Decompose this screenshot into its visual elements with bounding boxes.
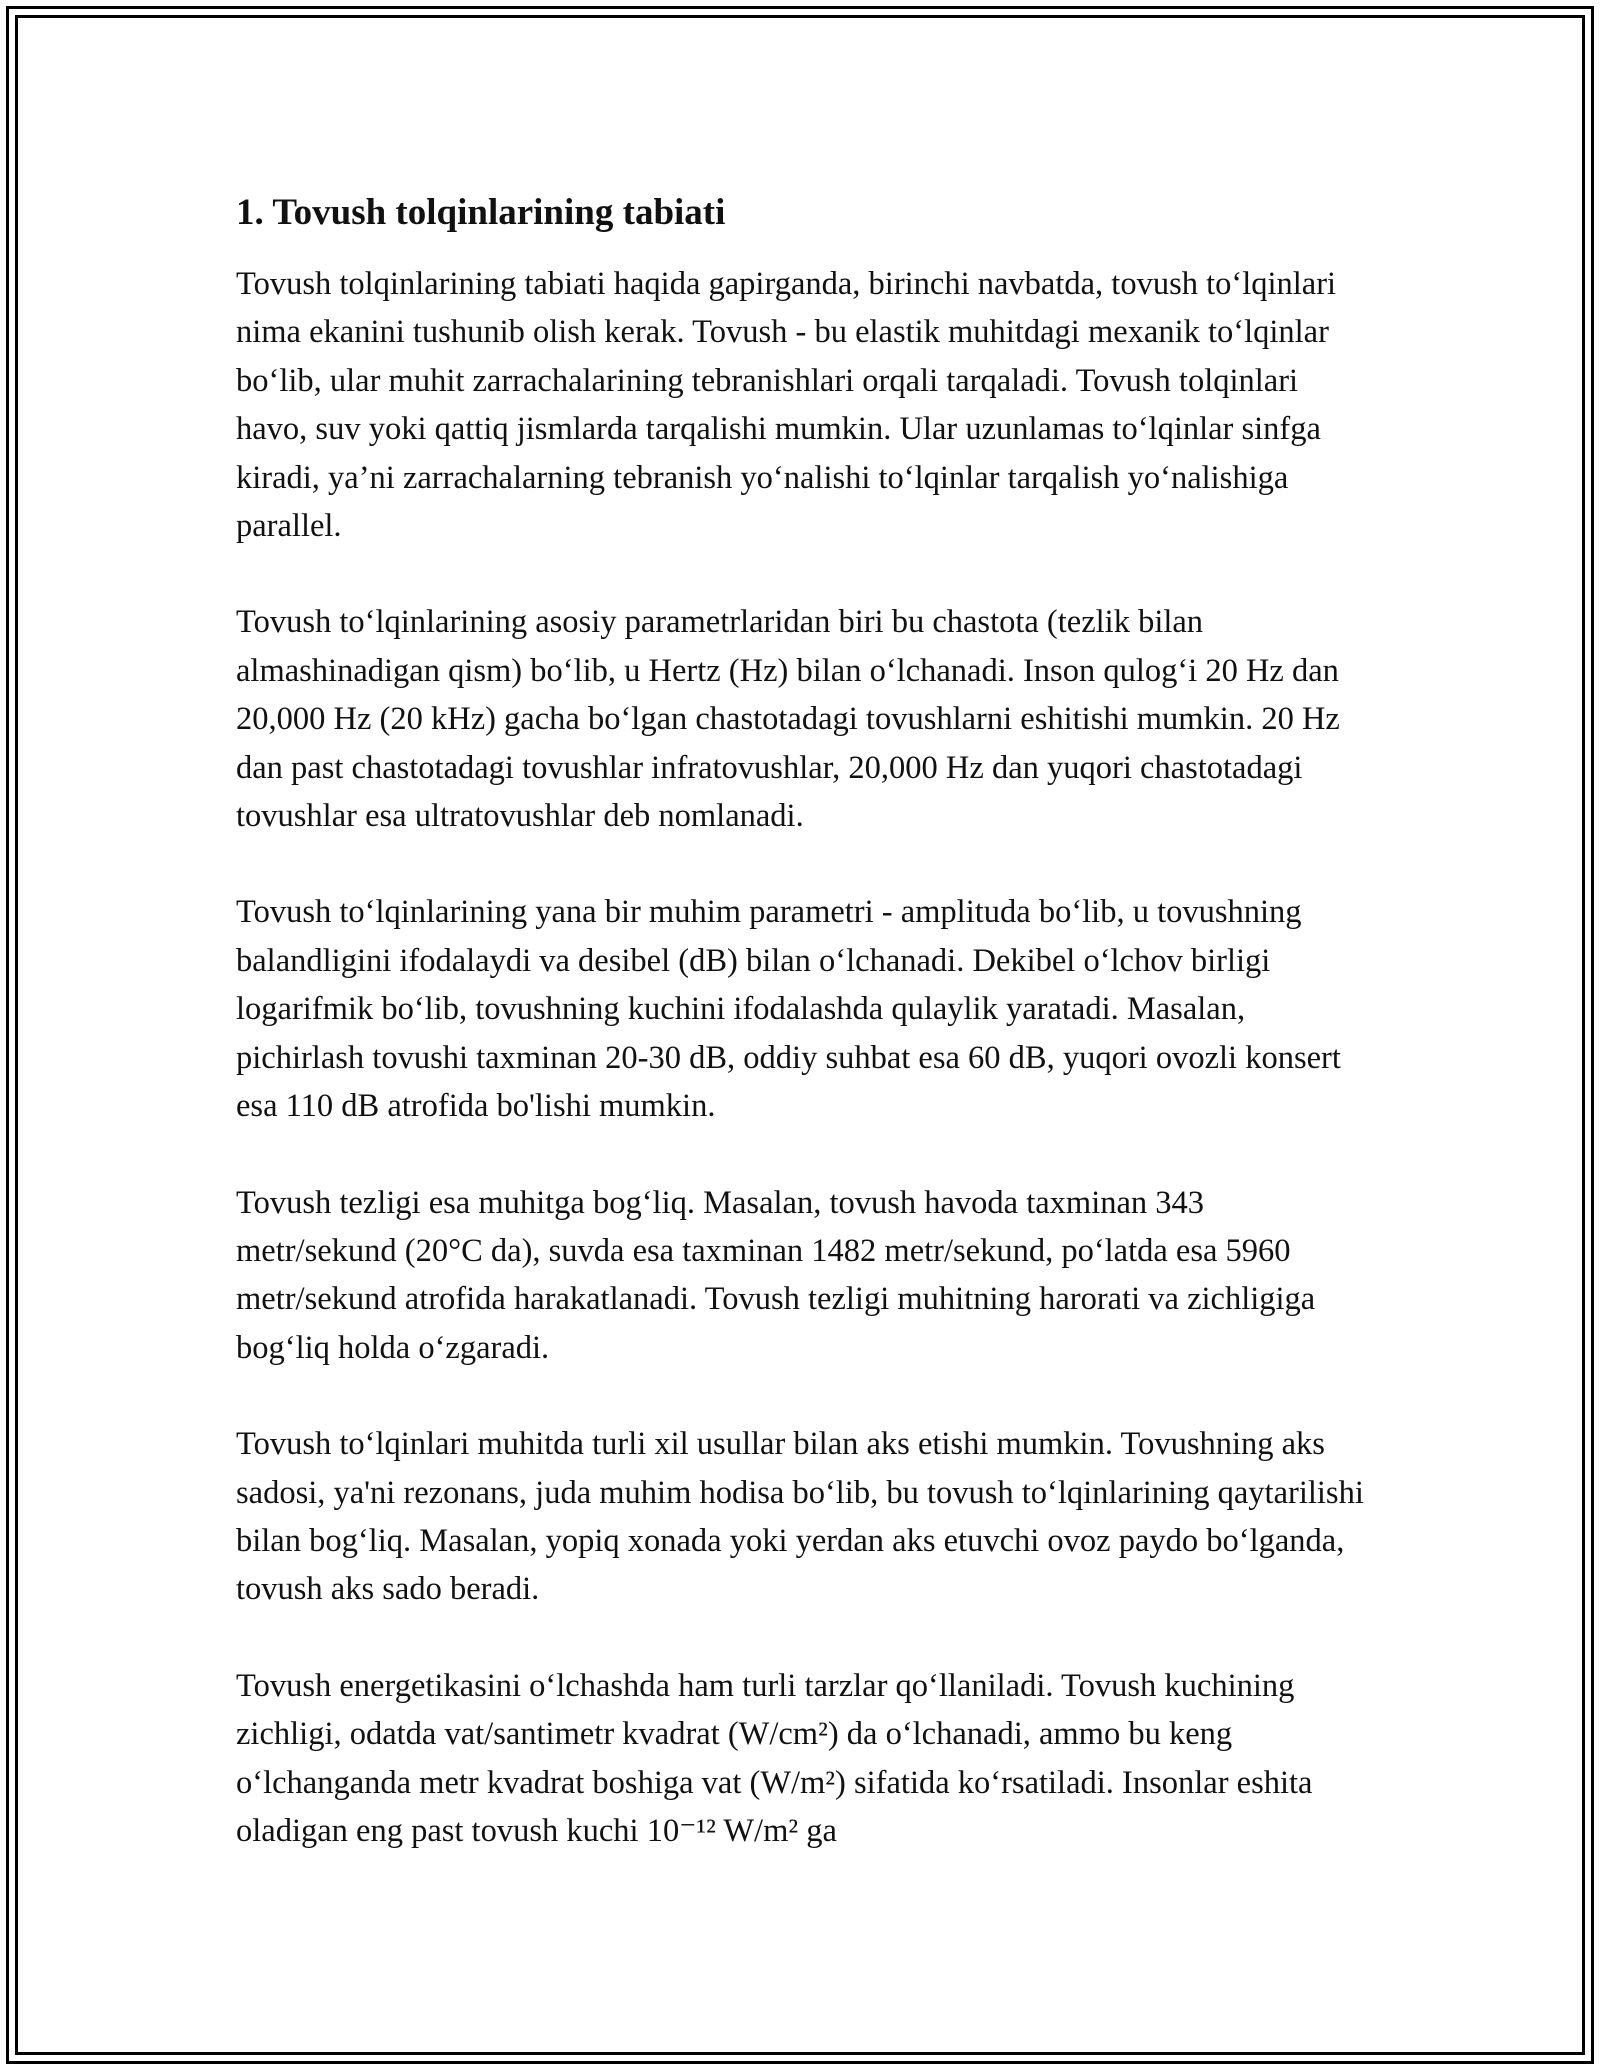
paragraph-frequency: Tovush to‘lqinlarining asosiy parametrlaridan biri bu chastota (tezlik bilan almashinadigan qism) bo‘lib, u Hertz (Hz) bilan o‘lchanadi. Inson qulog‘i 20 Hz dan 20,000 Hz (20 kHz) gacha bo‘lgan chastotadagi tovushlarni eshitishi mumkin. 20 Hz dan past chastotadagi tovushlar infratovushlar, 20,000 Hz dan yuqori chastotadagi tovushlar esa ultratovushlar deb nomlanadi. <box>236 604 1340 835</box>
paragraph-amplitude: Tovush to‘lqinlarining yana bir muhim parametri - amplituda bo‘lib, u tovushning balandligini ifodalaydi va desibel (dB) bilan o‘lchanadi. Dekibel o‘lchov birligi logarifmik bo‘lib, tovushning kuchini ifodalashda qulaylik yaratadi. Masalan, pichirlash tovushi taxminan 20-30 dB, oddiy suhbat esa 60 dB, yuqori ovozli konsert esa 110 dB atrofida bo'lishi mumkin. <box>236 894 1341 1125</box>
paragraph-sound-speed: Tovush tezligi esa muhitga bog‘liq. Masalan, tovush havoda taxminan 343 metr/sekund (20°C da), suvda esa taxminan 1482 metr/sekund, po‘latda esa 5960 metr/sekund atrofida harakatlanadi. Tovush tezligi muhitning harorati va zichligiga bog‘liq holda o‘zgaradi. <box>236 1184 1316 1366</box>
paragraph-sound-wave-nature: Tovush tolqinlarining tabiati haqida gapirganda, birinchi navbatda, tovush to‘lqinlari nima ekanini tushunib olish kerak. Tovush - bu elastik muhitdagi mexanik to‘lqinlar bo‘lib, ular muhit zarrachalarining tebranishlari orqali tarqaladi. Tovush tolqinlari havo, suv yoki qattiq jismlarda tarqalishi mumkin. Ular uzunlamas to‘lqinlar sinfga kiradi, ya’ni zarrachalarning tebranish yo‘nalishi to‘lqinlar tarqalish yo‘nalishiga parallel. <box>236 266 1337 545</box>
paragraph-sound-energy: Tovush energetikasini o‘lchashda ham turli tarzlar qo‘llaniladi. Tovush kuchining zichligi, odatda vat/santimetr kvadrat (W/cm²) da o‘lchanadi, ammo bu keng o‘lchanganda metr kvadrat boshiga vat (W/m²) sifatida ko‘rsatiladi. Insonlar eshita oladigan eng past tovush kuchi 10⁻¹² W/m² ga <box>236 1667 1313 1849</box>
paragraph-reflection: Tovush to‘lqinlari muhitda turli xil usullar bilan aks etishi mumkin. Tovushning aks sadosi, ya'ni rezonans, juda muhim hodisa bo‘lib, bu tovush to‘lqinlarining qaytarilishi bilan bog‘liq. Masalan, yopiq xonada yoki yerdan aks etuvchi ovoz paydo bo‘lganda, tovush aks sado beradi. <box>236 1426 1364 1608</box>
document-body <box>236 188 1366 1903</box>
section-heading: 1. Tovush tolqinlarining tabiati <box>236 192 726 233</box>
